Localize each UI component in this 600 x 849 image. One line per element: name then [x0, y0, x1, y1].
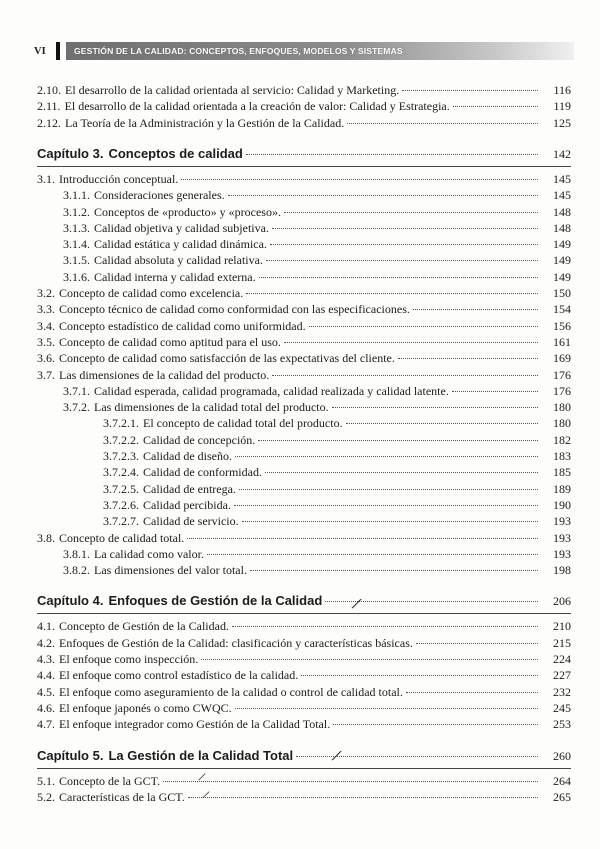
toc-entry-page: 190 [553, 497, 571, 512]
toc-entry-number: 4.4. [37, 668, 55, 683]
toc-entry-title: El desarrollo de la calidad orientada al servicio: Calidad y Marketing. [65, 83, 400, 97]
toc-entry-page: 265 [553, 789, 571, 804]
toc-chapter-heading [37, 748, 571, 768]
toc-entry-page: 156 [553, 318, 571, 333]
dot-leader [239, 488, 538, 490]
toc-entry-title: Calidad objetiva y calidad subjetiva. [94, 220, 269, 235]
toc-entry-page: 119 [553, 99, 571, 114]
toc-entry-title: La calidad como valor. [94, 546, 204, 561]
toc-entry-page: 145 [553, 171, 571, 186]
toc-entry [37, 790, 571, 810]
dot-leader [187, 537, 538, 539]
toc-entry-title: Las dimensiones del valor total. [94, 563, 247, 578]
toc-entry-page: 148 [553, 204, 571, 219]
chapter-divider [37, 613, 571, 614]
toc-entry-title: Las dimensiones de la calidad del producto. [59, 367, 270, 382]
toc-entry-title: Concepto de calidad como satisfacción de las expectativas del cliente. [59, 351, 395, 366]
toc-entry-page: 193 [553, 546, 571, 561]
toc-entry-page: 150 [553, 286, 571, 300]
toc-entry-title: Concepto técnico de calidad como conformidad con las especificaciones. [59, 302, 410, 317]
toc-entry [37, 116, 571, 136]
running-header [34, 41, 574, 61]
toc-entry-page: 264 [553, 773, 571, 788]
toc-entry-number: 4.2. [37, 635, 55, 650]
toc-entry-number: 3.1.4. [63, 237, 90, 252]
toc-entry-title: El enfoque japonés o como CWQC. [59, 700, 232, 715]
handwritten-check-mark-icon: / [198, 771, 205, 784]
toc-entry-number: 4.1. [37, 619, 55, 634]
toc-entry [37, 563, 571, 583]
dot-leader [452, 390, 538, 392]
chapter-divider [37, 768, 571, 769]
toc-entry-page: 182 [553, 432, 571, 447]
header-divider [56, 42, 60, 60]
toc-entry-page: 149 [553, 237, 571, 252]
toc-entry-number: 3.6. [37, 351, 55, 366]
toc-entry-page: 142 [553, 146, 571, 161]
toc-entry-title: Concepto de calidad como aptitud para el uso. [59, 334, 281, 349]
dot-leader [346, 422, 538, 424]
dot-leader [309, 325, 538, 327]
dot-leader [272, 374, 538, 376]
toc-entry-title: Calidad de conformidad. [143, 465, 262, 480]
toc-entry-number: 3.7.2.4. [103, 465, 139, 480]
toc-entry-number: 2.10. [37, 83, 61, 97]
toc-entry-page: 125 [553, 115, 571, 130]
chapter-divider [37, 166, 571, 167]
toc-entry-page: 180 [553, 416, 571, 431]
toc-entry-number: Capítulo 4. [37, 593, 104, 609]
toc-entry-title: Conceptos de calidad [108, 145, 243, 161]
page-number: VI [34, 45, 46, 57]
dot-leader [258, 439, 538, 441]
handwritten-check-mark-icon: / [351, 595, 362, 613]
toc-entry-number: 3.7.2. [63, 400, 90, 415]
dot-leader [232, 625, 538, 627]
toc-entry-number: 3.8.1. [63, 546, 90, 561]
toc-entry-number: 3.1.1. [63, 188, 90, 203]
toc-entry-number: 3.4. [37, 318, 55, 333]
toc-entry-page: 176 [553, 367, 571, 382]
dot-leader [398, 357, 538, 359]
toc-entry-number: 3.1.2. [63, 204, 90, 219]
toc-entry-page: 148 [553, 220, 571, 235]
toc-entry-page: 193 [553, 514, 571, 529]
toc-entry-page: 210 [553, 619, 571, 634]
dot-leader [250, 569, 538, 571]
toc-entry-page: 180 [553, 400, 571, 415]
toc-entry-number: 3.3. [37, 302, 55, 317]
dot-leader [265, 471, 538, 473]
toc-entry-page: 227 [553, 668, 571, 683]
toc-entry [37, 717, 571, 737]
dot-leader [347, 122, 538, 124]
toc-entry-number: 5.1. [37, 773, 55, 788]
dot-leader [413, 308, 538, 310]
dot-leader [234, 504, 538, 506]
dot-leader [453, 105, 538, 107]
toc-entry-number: 3.1.6. [63, 269, 90, 284]
toc-entry-title: Introducción conceptual. [59, 171, 179, 186]
toc-entry-page: 224 [553, 652, 571, 666]
toc-entry-number: 3.1.3. [63, 220, 90, 235]
toc-entry-number: 5.2. [37, 789, 55, 804]
toc-entry-number: Capítulo 3. [37, 145, 104, 161]
toc-entry-page: 206 [553, 594, 571, 609]
toc-entry-number: 3.8.2. [63, 563, 90, 578]
toc-entry-page: 260 [553, 748, 571, 763]
toc-entry-title: Concepto de la GCT. [59, 773, 161, 788]
toc-entry-number: 3.7.2.6. [103, 497, 139, 512]
dot-leader [284, 211, 538, 213]
toc-entry-title: Calidad de servicio. [143, 514, 239, 529]
toc-entry-title: Concepto de Gestión de la Calidad. [59, 619, 229, 634]
dot-leader [242, 520, 538, 522]
toc-entry-title: Enfoques de Gestión de la Calidad: clasificación y características básicas. [59, 635, 413, 650]
toc-entry-number: Capítulo 5. [37, 747, 104, 763]
dot-leader [188, 796, 538, 798]
toc-entry-page: 253 [553, 717, 571, 732]
dot-leader [402, 89, 538, 91]
dot-leader [246, 292, 538, 294]
toc-entry-title: Concepto de calidad total. [59, 530, 185, 545]
toc-entry-page: 189 [553, 481, 571, 496]
toc-entry-title: Calidad absoluta y calidad relativa. [94, 253, 263, 268]
toc-entry-title: La Teoría de la Administración y la Gestión de la Calidad. [65, 115, 345, 130]
toc-entry-number: 3.7.2.1. [103, 416, 139, 431]
toc-entry-title: Calidad interna y calidad externa. [94, 269, 256, 284]
toc-entry-number: 3.7.1. [63, 383, 90, 398]
toc-entry-number: 3.5. [37, 334, 55, 349]
toc-entry-title: Las dimensiones de la calidad total del producto. [94, 400, 329, 415]
dot-leader [207, 553, 538, 555]
toc-entry-number: 3.7.2.5. [103, 481, 139, 496]
dot-leader [332, 406, 538, 408]
dot-leader [406, 691, 538, 693]
toc-entry-page: 169 [553, 351, 571, 366]
running-title: GESTIÓN DE LA CALIDAD: CONCEPTOS, ENFOQUES, MODELOS Y SISTEMAS [74, 46, 403, 56]
dot-leader [235, 455, 538, 457]
dot-leader [266, 259, 538, 261]
toc-entry-page: 232 [553, 684, 571, 699]
toc-entry-title: El enfoque como inspección. [59, 652, 199, 666]
toc-entry-title: Calidad de diseño. [143, 449, 232, 463]
toc-entry-number: 3.2. [37, 286, 55, 300]
toc-entry-number: 3.7.2.3. [103, 449, 139, 463]
toc-entry-page: 161 [553, 334, 571, 349]
toc-entry-page: 149 [553, 269, 571, 284]
dot-leader [296, 755, 538, 757]
toc-entry-title: Calidad de entrega. [143, 481, 236, 496]
toc-entry-page: 185 [553, 465, 571, 480]
toc-entry-page: 193 [553, 530, 571, 545]
toc-entry-title: Enfoques de Gestión de la Calidad [108, 593, 323, 609]
toc-entry-number: 3.7.2.7. [103, 514, 139, 529]
toc-entry-page: 116 [553, 83, 571, 97]
handwritten-check-mark-icon: / [331, 747, 342, 765]
toc-entry-title: El desarrollo de la calidad orientada a la creación de valor: Calidad y Estrategia. [64, 99, 450, 114]
toc-entry-page: 215 [553, 635, 571, 650]
toc-entry-number: 3.7.2.2. [103, 432, 139, 447]
toc-entry-title: Calidad esperada, calidad programada, calidad realizada y calidad latente. [94, 383, 449, 398]
dot-leader [333, 723, 538, 725]
dot-leader [270, 243, 538, 245]
toc-entry-title: El enfoque como aseguramiento de la calidad o control de calidad total. [59, 684, 403, 699]
toc-entry-title: Calidad estática y calidad dinámica. [94, 237, 267, 252]
dot-leader [416, 642, 538, 644]
toc-chapter-heading [37, 593, 571, 613]
dot-leader [181, 178, 538, 180]
toc-entry-number: 2.11. [37, 99, 61, 114]
toc-entry-number: 4.5. [37, 684, 55, 699]
toc-entry-title: Calidad percibida. [143, 497, 231, 512]
toc-entry-page: 149 [553, 253, 571, 268]
dot-leader [163, 780, 538, 782]
toc-entry-number: 3.7. [37, 367, 55, 382]
toc-entry-page: 245 [553, 700, 571, 715]
toc-entry-number: 4.3. [37, 652, 55, 666]
toc-entry-title: Consideraciones generales. [94, 188, 225, 203]
handwritten-check-mark-icon: / [202, 789, 209, 802]
dot-leader [259, 276, 538, 278]
dot-leader [201, 658, 538, 660]
toc-entry-title: El concepto de calidad total del producto. [143, 416, 343, 431]
toc-entry-title: La Gestión de la Calidad Total [108, 747, 294, 763]
dot-leader [228, 194, 538, 196]
toc-entry-number: 3.1.5. [63, 253, 90, 268]
toc-chapter-heading [37, 146, 571, 166]
toc-entry-number: 4.6. [37, 700, 55, 715]
toc-entry-title: Concepto de calidad como excelencia. [59, 286, 244, 300]
header-band [66, 42, 574, 60]
toc-entry-page: 154 [553, 302, 571, 317]
toc-entry-title: Concepto estadístico de calidad como uniformidad. [59, 318, 306, 333]
toc-entry-number: 2.12. [37, 115, 61, 130]
toc-entry-page: 183 [553, 449, 571, 463]
toc-entry-number: 3.8. [37, 530, 55, 545]
toc-entry-page: 145 [553, 188, 571, 203]
toc-entry-page: 198 [553, 563, 571, 578]
dot-leader [235, 707, 538, 709]
toc-entry-title: Calidad de concepción. [143, 432, 256, 447]
dot-leader [246, 153, 538, 155]
toc-entry-title: El enfoque como control estadístico de la calidad. [59, 668, 299, 683]
toc-entry-title: El enfoque integrador como Gestión de la Calidad Total. [59, 717, 331, 732]
toc-entry-title: Características de la GCT. [59, 789, 185, 804]
dot-leader [272, 227, 538, 229]
toc-entry-page: 176 [553, 383, 571, 398]
dot-leader [301, 674, 538, 676]
dot-leader [284, 341, 538, 343]
toc-entry-title: Conceptos de «producto» y «proceso». [94, 204, 281, 219]
toc-entry-number: 3.1. [37, 171, 55, 186]
toc-entry-number: 4.7. [37, 717, 55, 732]
